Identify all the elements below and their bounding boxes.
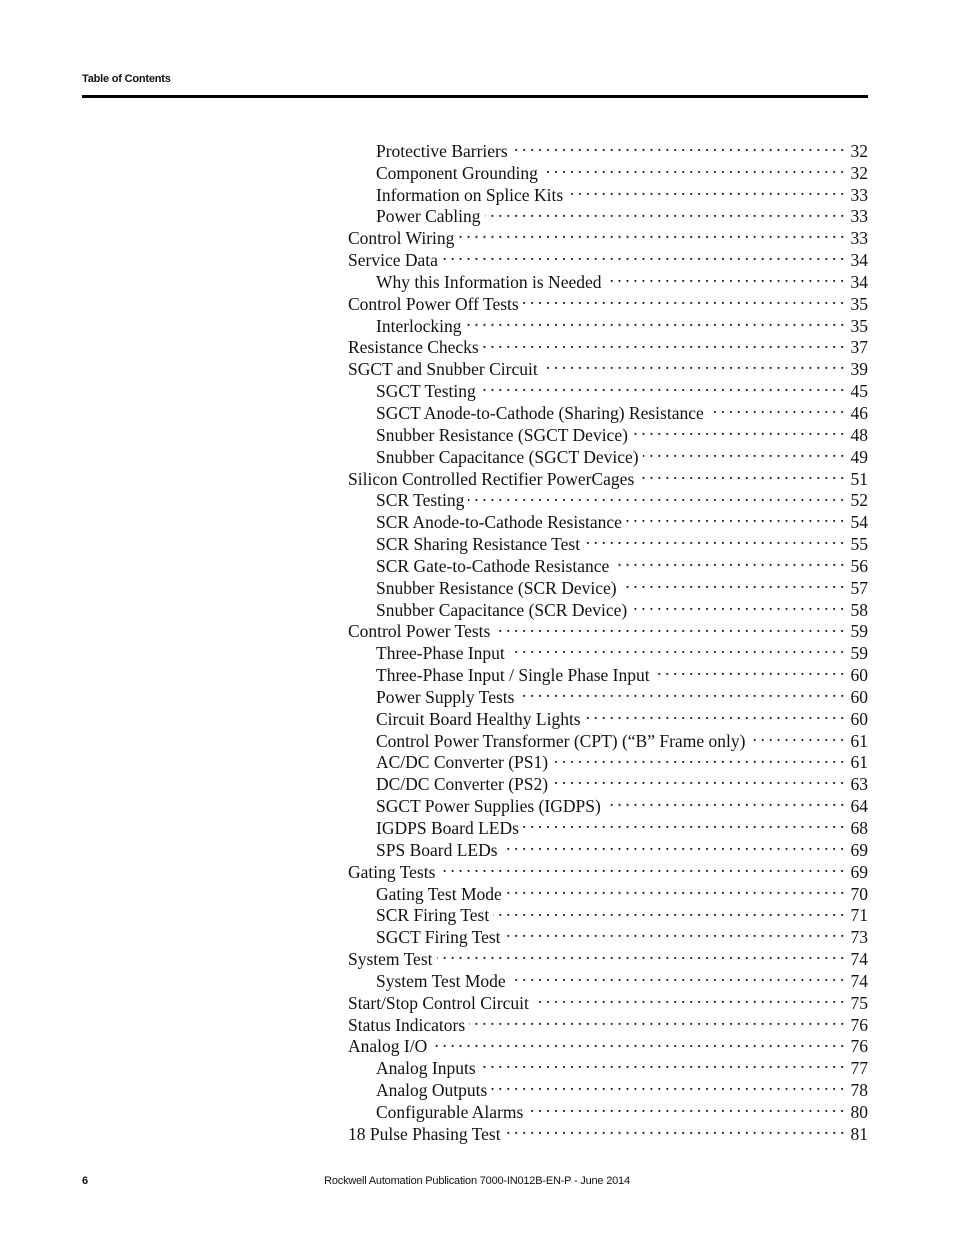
toc-leader-dots [518,681,844,703]
toc-entry-title: AC/DC Converter (PS1) [376,752,549,773]
toc-entry-page: 80 [850,1101,868,1122]
toc-entry-title: SCR Anode-to-Cathode Resistance [376,512,622,533]
toc-entry-title: SGCT Firing Test [376,927,501,948]
toc-entry-page: 59 [850,643,868,664]
toc-entry-title: Snubber Capacitance (SGCT Device) [376,446,639,467]
toc-leader-dots [621,572,844,594]
toc-entry-title: Information on Splice Kits [376,184,564,205]
toc-leader-dots [458,222,844,244]
toc-entry-title: DC/DC Converter (PS2) [376,774,549,795]
toc-leader-dots [613,550,844,572]
toc-entry-page: 33 [850,184,868,205]
toc-entry-title: Control Power Tests [348,621,491,642]
toc-entry-page: 64 [850,796,868,817]
toc-entry-title: Snubber Capacitance (SCR Device) [376,599,628,620]
toc-entry-page: 73 [850,927,868,948]
toc-entry-page: 34 [850,271,868,292]
toc-leader-dots [480,1052,844,1074]
toc-entry-page: 55 [850,534,868,555]
toc-entry-title: Gating Test Mode [376,883,502,904]
toc-entry-page: 70 [850,883,868,904]
toc-entry-title: Analog Outputs [376,1080,488,1101]
toc-leader-dots [567,179,844,201]
toc-entry-title: SGCT Anode-to-Cathode (Sharing) Resistance [376,402,704,423]
toc-leader-dots [654,659,844,681]
toc-leader-dots [493,900,844,922]
toc-entry-page: 32 [850,140,868,161]
toc-leader-dots [480,375,844,397]
toc-entry-title: 18 Pulse Phasing Test [348,1123,501,1144]
toc-entry-page: 71 [850,905,868,926]
toc-leader-dots [466,310,844,332]
toc-entry-page: 74 [850,970,868,991]
toc-entry-title: Silicon Controlled Rectifier PowerCages [348,468,635,489]
toc-entry-page: 69 [850,839,868,860]
toc-entry-page: 52 [850,490,868,511]
toc-entry-title: Circuit Board Healthy Lights [376,708,581,729]
toc-entry-page: 46 [850,402,868,423]
toc-leader-dots [631,594,844,616]
toc-entry-page: 45 [850,381,868,402]
header-rule [82,95,868,98]
toc-entry-title: SCR Sharing Resistance Test [376,534,581,555]
toc-entry-page: 60 [850,665,868,686]
toc-entry-page: 76 [850,1014,868,1035]
toc-entry-page: 51 [850,468,868,489]
toc-leader-dots [510,965,844,987]
toc-entry-page: 78 [850,1080,868,1101]
toc-entry-page: 37 [850,337,868,358]
toc-entry-title: SPS Board LEDs [376,839,498,860]
toc-entry-title: Analog Inputs [376,1058,476,1079]
toc-leader-dots [585,703,844,725]
toc-entry-page: 75 [850,992,868,1013]
toc-entry-title: SGCT Testing [376,381,476,402]
toc-entry-page: 57 [850,577,868,598]
toc-entry-title: Interlocking [376,315,462,336]
toc-leader-dots [632,419,844,441]
toc-entry-page: 54 [850,512,868,533]
toc-list [348,135,868,1144]
toc-entry-page: 48 [850,424,868,445]
toc-entry-page: 61 [850,752,868,773]
toc-entry-page: 35 [850,315,868,336]
toc-entry-page: 58 [850,599,868,620]
toc-leader-dots [606,266,844,288]
toc-entry-title: Control Power Off Tests [348,293,519,314]
toc-leader-dots [485,201,844,223]
toc-entry-title: Three-Phase Input [376,643,505,664]
toc-leader-dots [502,834,844,856]
toc-leader-dots [512,135,844,157]
toc-leader-dots [552,747,844,769]
toc-entry-page: 76 [850,1036,868,1057]
toc-entry-page: 60 [850,686,868,707]
toc-entry-title: Service Data [348,250,438,271]
toc-entry-page: 56 [850,555,868,576]
toc-entry-page: 60 [850,708,868,729]
toc-entry-title: Resistance Checks [348,337,479,358]
toc-leader-dots [527,1096,844,1118]
toc-leader-dots [491,1074,844,1096]
toc-entry-page: 32 [850,162,868,183]
toc-leader-dots [542,353,844,375]
toc-leader-dots [442,244,844,266]
toc-entry[interactable] [348,135,868,161]
toc-entry-title: Control Power Transformer (CPT) (“B” Frame only) [376,730,746,751]
toc-leader-dots [605,790,844,812]
toc-entry-page: 33 [850,228,868,249]
toc-entry-title: System Test Mode [376,970,506,991]
toc-entry-title: Protective Barriers [376,140,508,161]
toc-leader-dots [626,506,844,528]
toc-leader-dots [584,528,844,550]
footer-publication: Rockwell Automation Publication 7000-IN012B-EN-P - June 2014 [324,1175,630,1187]
toc-leader-dots [509,637,844,659]
toc-entry-title: Power Supply Tests [376,686,515,707]
toc-leader-dots [552,768,844,790]
toc-leader-dots [708,397,844,419]
toc-entry-title: Three-Phase Input / Single Phase Input [376,665,650,686]
toc-entry-title: Snubber Resistance (SCR Device) [376,577,617,598]
toc-leader-dots [437,943,844,965]
footer-page-number: 6 [82,1175,89,1187]
toc-leader-dots [494,616,844,638]
toc-entry-title: Start/Stop Control Circuit [348,992,529,1013]
toc-entry-title: SGCT and Snubber Circuit [348,359,538,380]
toc-leader-dots [506,878,844,900]
toc-entry-title: Control Wiring [348,228,455,249]
toc-entry-page: 34 [850,250,868,271]
toc-entry-page: 35 [850,293,868,314]
toc-leader-dots [469,1009,844,1031]
toc-entry-title: Analog I/O [348,1036,428,1057]
toc-leader-dots [468,485,844,507]
toc-entry-page: 77 [850,1058,868,1079]
toc-entry-page: 39 [850,359,868,380]
toc-leader-dots [505,1118,844,1140]
toc-leader-dots [533,987,844,1009]
toc-leader-dots [483,332,844,354]
toc-entry-title: System Test [348,949,433,970]
toc-entry-title: Why this Information is Needed [376,271,602,292]
toc-entry-title: SCR Testing [376,490,465,511]
toc-leader-dots [431,1031,844,1053]
toc-entry-page: 74 [850,949,868,970]
toc-entry-title: Snubber Resistance (SGCT Device) [376,424,628,445]
toc-leader-dots [542,157,844,179]
toc-leader-dots [439,856,844,878]
toc-leader-dots [523,812,844,834]
toc-entry-title: SCR Gate-to-Cathode Resistance [376,555,610,576]
toc-entry-title: IGDPS Board LEDs [376,818,519,838]
toc-entry-page: 49 [850,446,868,467]
toc-entry-page: 63 [850,774,868,795]
toc-entry-title: Component Grounding [376,162,538,183]
toc-entry-page: 33 [850,206,868,227]
toc-entry-page: 81 [850,1123,868,1144]
toc-leader-dots [643,441,844,463]
toc-leader-dots [523,288,844,310]
toc-leader-dots [638,463,844,485]
toc-entry-title: Status Indicators [348,1014,466,1035]
toc-leader-dots [749,725,844,747]
toc-entry-page: 68 [850,818,868,838]
toc-entry-title: SGCT Power Supplies (IGDPS) [376,796,601,817]
toc-entry-page: 61 [850,730,868,751]
toc-entry-page: 59 [850,621,868,642]
toc-entry-title: Configurable Alarms [376,1101,524,1122]
toc-entry-title: Power Cabling [376,206,481,227]
toc-entry-title: SCR Firing Test [376,905,490,926]
toc-leader-dots [505,921,844,943]
toc-entry-title: Gating Tests [348,861,436,882]
running-header-title: Table of Contents [82,73,171,85]
toc-entry-page: 69 [850,861,868,882]
